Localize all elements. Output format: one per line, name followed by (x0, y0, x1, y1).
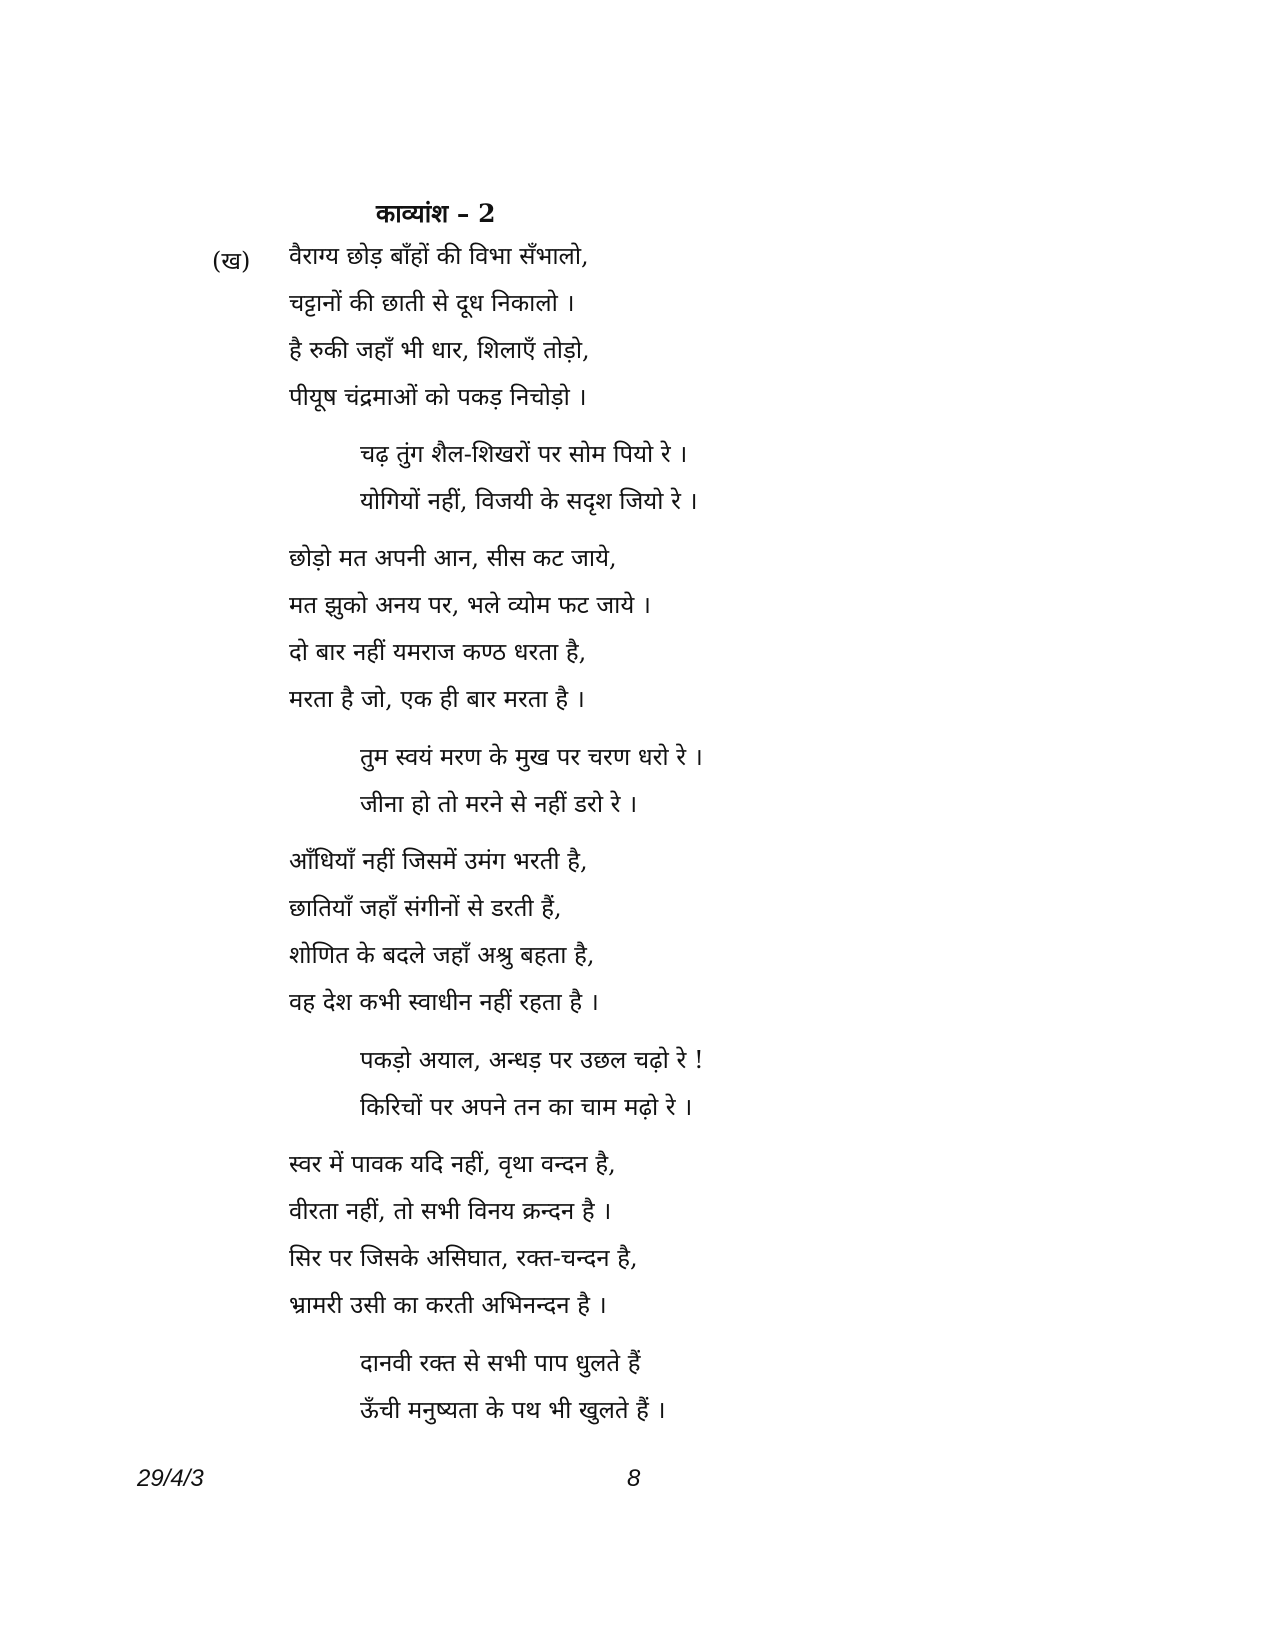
poem-line: चट्टानों की छाती से दूध निकालो । (289, 289, 575, 317)
poem-line: योगियों नहीं, विजयी के सदृश जियो रे । (360, 487, 698, 515)
poem-line: तुम स्वयं मरण के मुख पर चरण धरो रे । (360, 743, 703, 771)
paper-code: 29/4/3 (137, 1465, 204, 1492)
poem-line: आँधियाँ नहीं जिसमें उमंग भरती है, (289, 847, 588, 875)
poem-line: चढ़ तुंग शैल-शिखरों पर सोम पियो रे । (360, 440, 688, 468)
section-heading: काव्यांश – 2 (376, 199, 496, 228)
poem-line: वीरता नहीं, तो सभी विनय क्रन्दन है । (289, 1197, 612, 1225)
page-number: 8 (627, 1465, 641, 1492)
poem-line: दानवी रक्त से सभी पाप धुलते हैं (360, 1349, 641, 1377)
stanza-4 (289, 1141, 638, 1329)
poem-line: वह देश कभी स्वाधीन नहीं रहता है । (289, 988, 599, 1016)
stanza-1 (289, 233, 590, 421)
poem-line: दो बार नहीं यमराज कण्ठ धरता है, (289, 638, 587, 666)
poem-line: पकड़ो अयाल, अन्धड़ पर उछल चढ़ो रे ! (360, 1046, 704, 1074)
poem-line: मरता है जो, एक ही बार मरता है । (289, 685, 585, 713)
poem-line: जीना हो तो मरने से नहीं डरो रे । (360, 790, 638, 818)
poem-line: सिर पर जिसके असिघात, रक्त-चन्दन है, (289, 1244, 638, 1272)
poem-line: शोणित के बदले जहाँ अश्रु बहता है, (289, 941, 595, 969)
poem-line: पीयूष चंद्रमाओं को पकड़ निचोड़ो । (289, 383, 587, 411)
poem-line: छोड़ो मत अपनी आन, सीस कट जाये, (289, 544, 617, 572)
refrain-4 (360, 1340, 666, 1434)
poem-line: किरिचों पर अपने तन का चाम मढ़ो रे । (360, 1093, 693, 1121)
poem-line: है रुकी जहाँ भी धार, शिलाएँ तोड़ो, (289, 336, 590, 364)
refrain-1 (360, 431, 698, 525)
poem-line: ऊँची मनुष्यता के पथ भी खुलते हैं । (360, 1396, 666, 1424)
refrain-2 (360, 734, 703, 828)
poem-line: भ्रामरी उसी का करती अभिनन्दन है । (289, 1291, 607, 1319)
poem-line: मत झुको अनय पर, भले व्योम फट जाये । (289, 591, 651, 619)
refrain-3 (360, 1037, 704, 1131)
stanza-2 (289, 535, 651, 723)
question-label: (ख) (212, 247, 251, 275)
poem-line: छातियाँ जहाँ संगीनों से डरती हैं, (289, 894, 562, 922)
poem-line: स्वर में पावक यदि नहीं, वृथा वन्दन है, (289, 1150, 616, 1178)
stanza-3 (289, 838, 599, 1026)
poem-line: वैराग्य छोड़ बाँहों की विभा सँभालो, (289, 242, 589, 270)
